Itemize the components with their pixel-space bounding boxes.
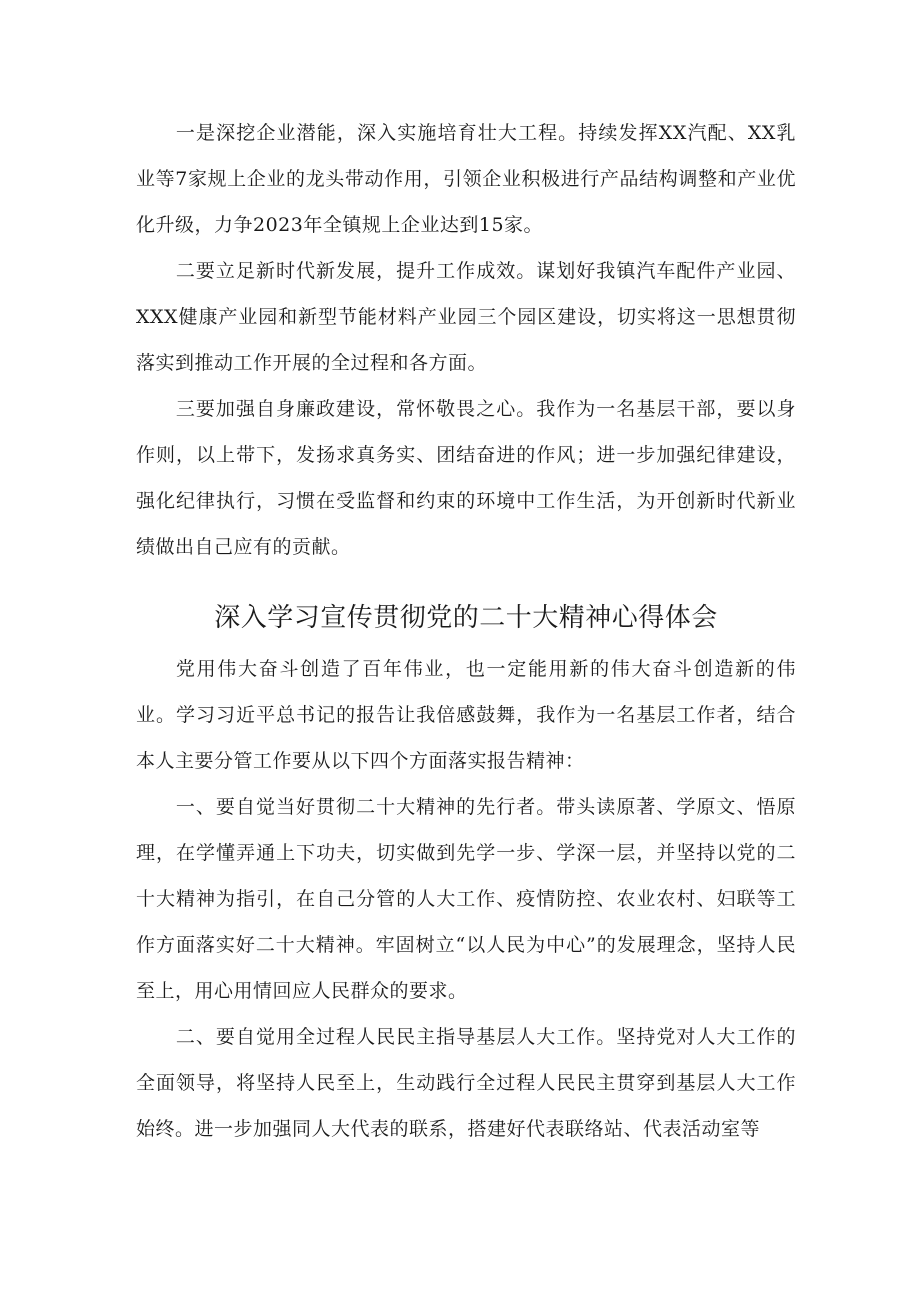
paragraph: 二要立足新时代新发展，提升工作成效。谋划好我镇汽车配件产业园、XXX健康产业园和新型节能材料产业园三个园区建设，切实将这一思想贯彻落实到推动工作开展的全过程和各方面。 [136, 260, 796, 374]
paragraph: 三要加强自身廉政建设，常怀敬畏之心。我作为一名基层干部，要以身作则，以上带下，发扬求真务实、团结奋进的作风；进一步加强纪律建设，强化纪律执行，习惯在受监督和约束的环境中工作生活，为开创新时代新业绩做出自己应有的贡献。 [136, 398, 796, 558]
paragraph: 一是深挖企业潜能，深入实施培育壮大工程。持续发挥XX汽配、XX乳业等7家规上企业的龙头带动作用，引领企业积极进行产品结构调整和产业优化升级，力争2023年全镇规上企业达到15家。 [136, 122, 796, 236]
previous-article-body [136, 110, 796, 570]
article-title: 深入学习宣传贯彻党的二十大精神心得体会 [214, 603, 718, 633]
paragraph: 二、要自觉用全过程人民民主指导基层人大工作。坚持党对人大工作的全面领导，将坚持人民至上，生动践行全过程人民民主贯穿到基层人大工作始终。进一步加强同人大代表的联系，搭建好代表联络站、代表活动室等 [136, 1026, 796, 1140]
paragraph: 党用伟大奋斗创造了百年伟业，也一定能用新的伟大奋斗创造新的伟业。学习习近平总书记的报告让我倍感鼓舞，我作为一名基层工作者，结合本人主要分管工作要从以下四个方面落实报告精神： [136, 658, 796, 772]
paragraph: 一、要自觉当好贯彻二十大精神的先行者。带头读原著、学原文、悟原理，在学懂弄通上下功夫，切实做到先学一步、学深一层，并坚持以党的二十大精神为指引，在自己分管的人大工作、疫情防控、农业农村、妇联等工作方面落实好二十大精神。牢固树立“以人民为中心”的发展理念，坚持人民至上，用心用情回应人民群众的要求。 [136, 796, 796, 1002]
article-body [136, 646, 796, 1152]
